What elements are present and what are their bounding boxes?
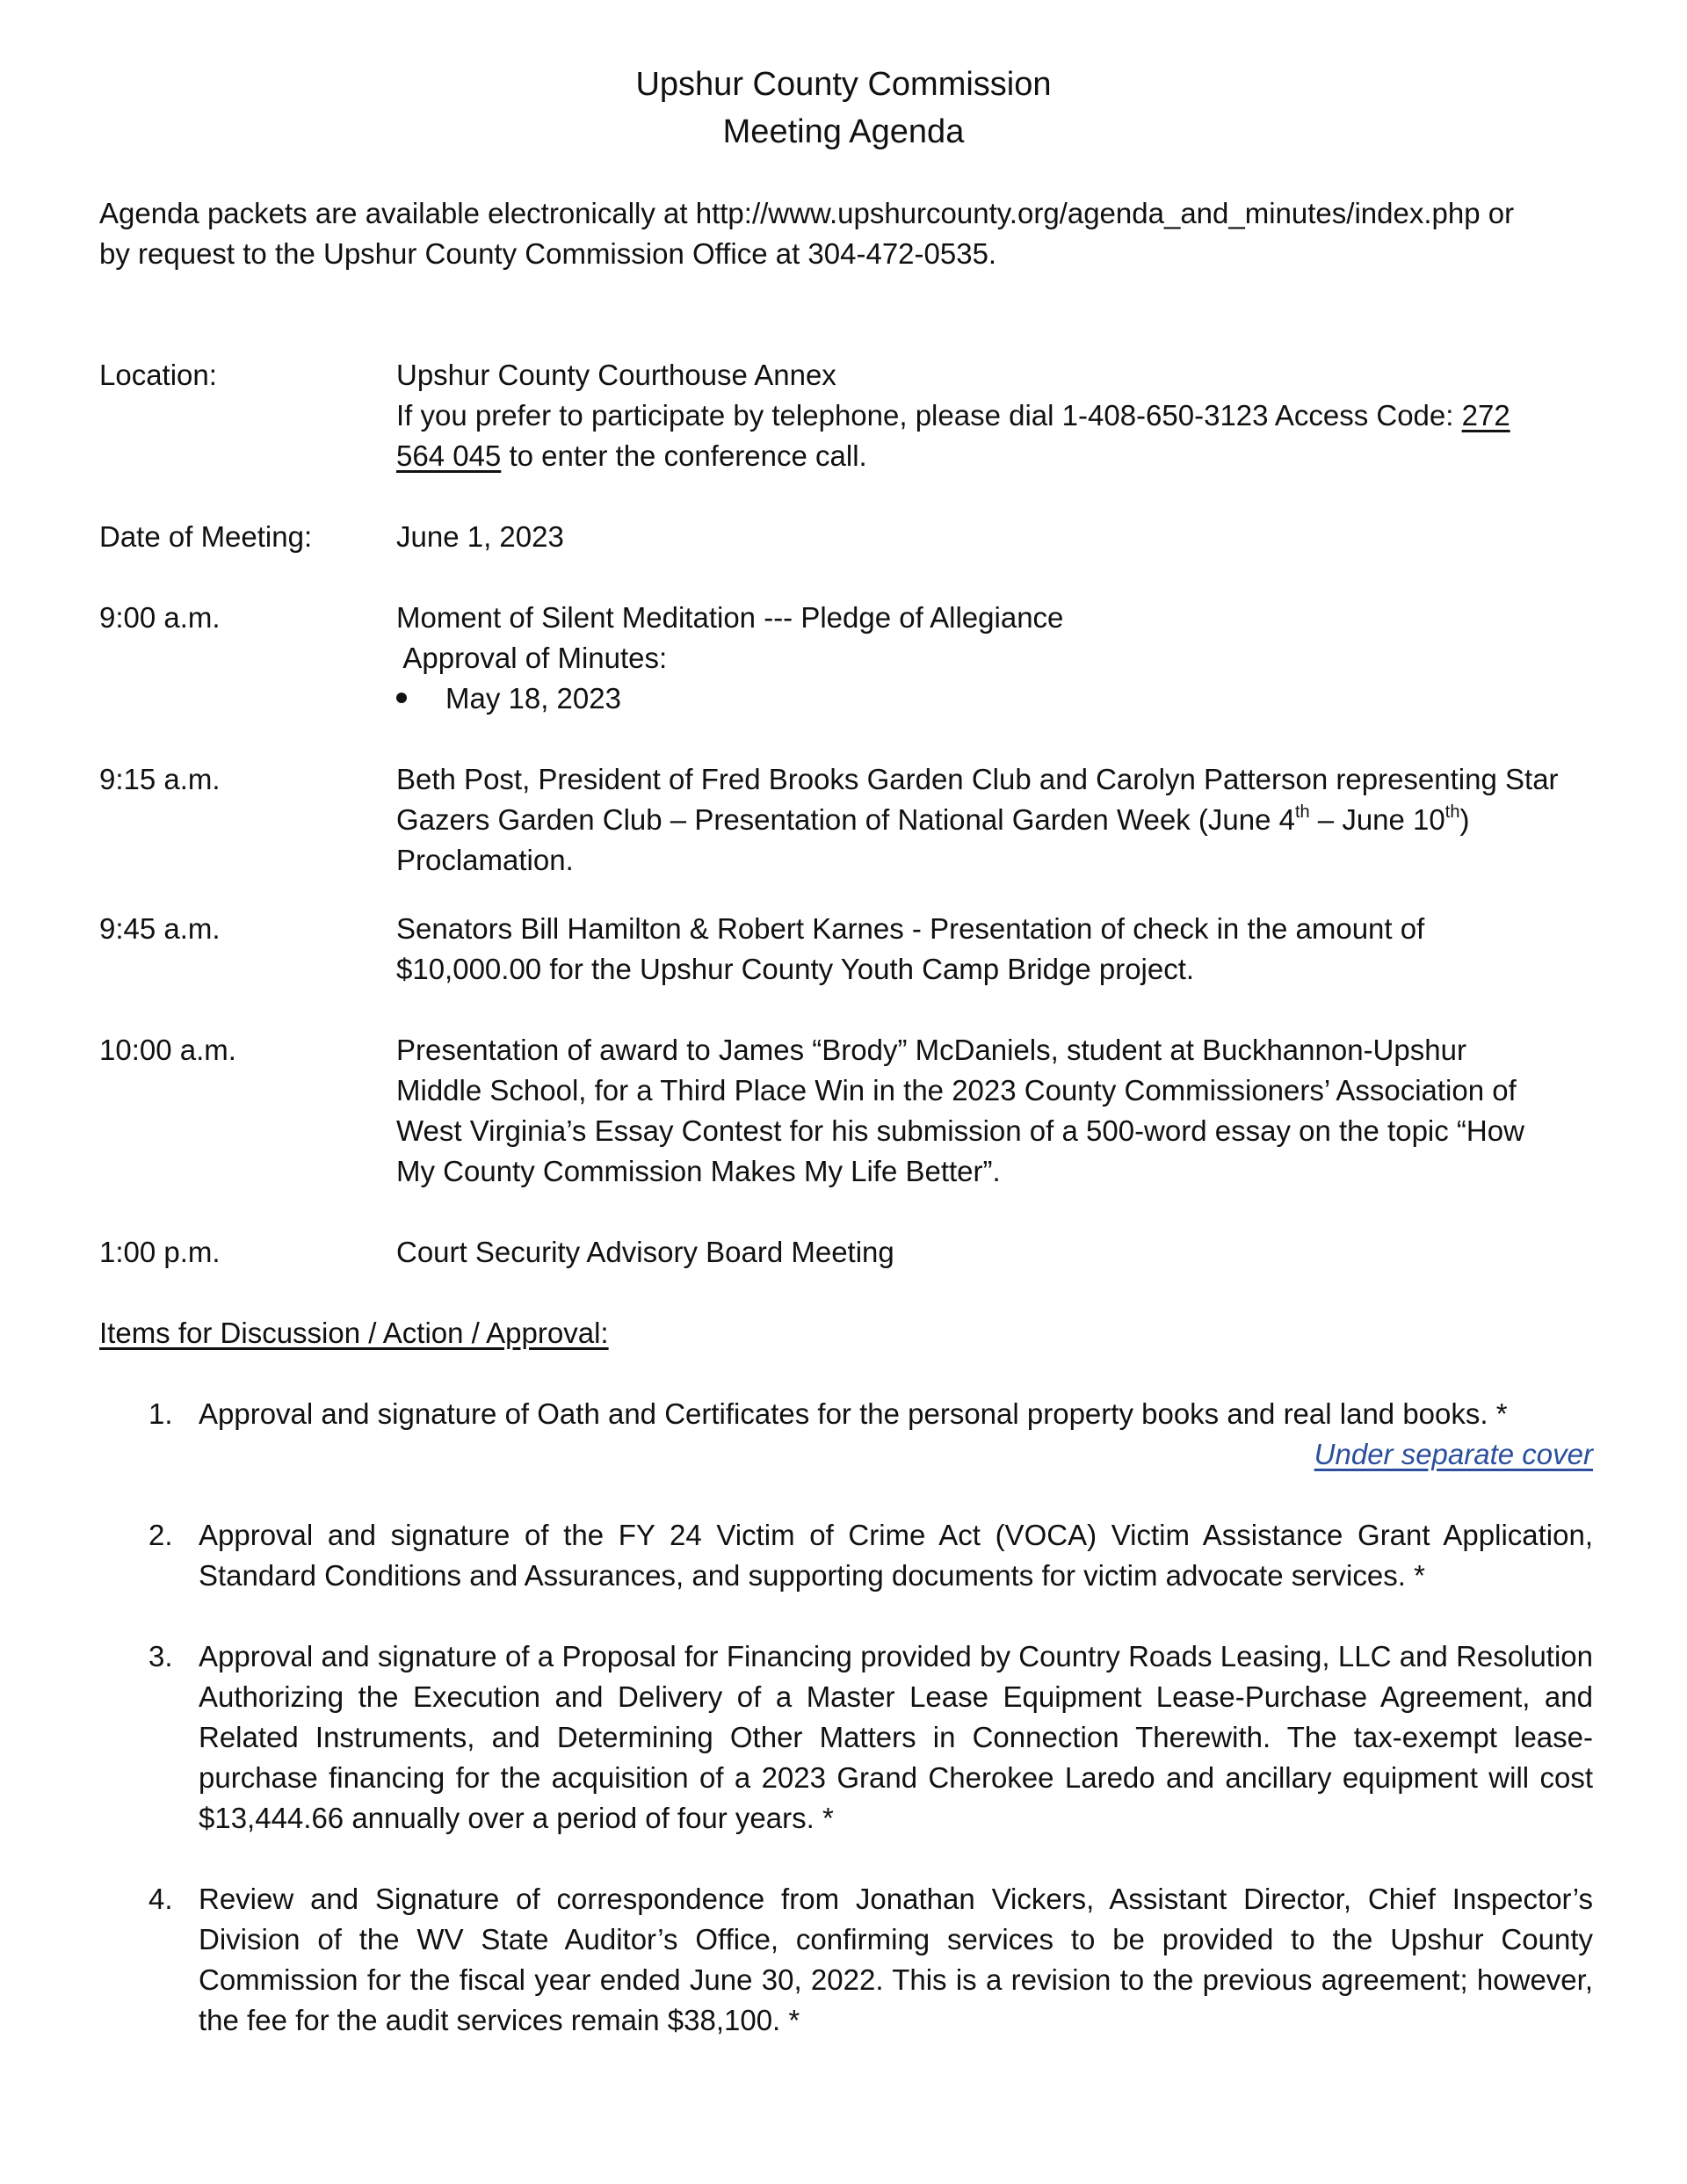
schedule-line: Proclamation. xyxy=(396,844,574,876)
schedule-item xyxy=(396,1030,1591,1192)
bullet-item xyxy=(396,678,1591,719)
bullet-text: May 18, 2023 xyxy=(445,682,621,715)
schedule-item: Court Security Advisory Board Meeting xyxy=(396,1236,894,1268)
location-block xyxy=(396,355,1591,476)
schedule-item xyxy=(396,598,1591,719)
item-text: Review and Signature of correspondence from Jonathan Vickers, Assistant Director, Chief Inspector’s Division of the WV State Auditor’s Office, confirming services to be provided to the Upshur County Commission for the fiscal year ended June 30, 2022. This is a revision to the previous agreement; however, the fee for the audit services remain $38,100. * xyxy=(199,1883,1593,2036)
schedule-item xyxy=(396,759,1591,881)
schedule-line: Senators Bill Hamilton & Robert Karnes - Presentation of check in the amount of xyxy=(396,912,1425,945)
schedule-line: Moment of Silent Meditation --- Pledge of Allegiance xyxy=(396,601,1064,634)
item-content xyxy=(199,1394,1593,1475)
location-venue: Upshur County Courthouse Annex xyxy=(396,359,836,391)
discussion-item xyxy=(99,1515,1593,1596)
schedule-line: West Virginia’s Essay Contest for his submission of a 500-word essay on the topic “How xyxy=(396,1114,1524,1147)
access-code-part-2: 564 045 xyxy=(396,439,502,472)
date-label: Date of Meeting: xyxy=(99,520,313,553)
document-subtitle: Meeting Agenda xyxy=(722,113,965,150)
item-number: 3. xyxy=(148,1640,173,1672)
discussion-item xyxy=(99,1394,1593,1475)
schedule-time: 9:00 a.m. xyxy=(99,601,221,634)
location-label: Location: xyxy=(99,359,217,391)
discussion-item xyxy=(99,1636,1593,1839)
schedule-line: $10,000.00 for the Upshur County Youth Camp Bridge project. xyxy=(396,953,1195,985)
separate-cover-link[interactable]: Under separate cover xyxy=(1314,1438,1593,1470)
schedule-line: Presentation of award to James “Brody” McDaniels, student at Buckhannon-Upshur xyxy=(396,1034,1466,1066)
item-number: 4. xyxy=(148,1883,173,1915)
schedule-time: 9:15 a.m. xyxy=(99,763,221,795)
access-code-part-1: 272 xyxy=(1461,399,1510,432)
phone-instructions-end: to enter the conference call. xyxy=(501,439,867,472)
item-text: Approval and signature of Oath and Certificates for the personal property books and real land books. * xyxy=(199,1397,1508,1430)
schedule-time: 1:00 p.m. xyxy=(99,1236,221,1268)
discussion-heading: Items for Discussion / Action / Approval: xyxy=(99,1317,609,1349)
superscript: th xyxy=(1444,802,1460,822)
location-phone-line-2 xyxy=(396,436,1591,476)
schedule-text: – June 10 xyxy=(1309,803,1445,836)
intro-line-2: by request to the Upshur County Commission Office at 304-472-0535. xyxy=(99,237,997,270)
schedule-item xyxy=(396,909,1591,990)
document-title: Upshur County Commission xyxy=(635,66,1052,103)
superscript: th xyxy=(1294,802,1310,822)
item-number: 2. xyxy=(148,1519,173,1551)
schedule-line: My County Commission Makes My Life Better”. xyxy=(396,1155,1001,1187)
discussion-item xyxy=(99,1879,1593,2041)
schedule-line: Beth Post, President of Fred Brooks Garden Club and Carolyn Patterson representing Star xyxy=(396,763,1559,795)
bullet-icon xyxy=(396,693,407,703)
schedule-line xyxy=(396,800,1591,840)
schedule-text: ) xyxy=(1459,803,1470,836)
intro-line-1: Agenda packets are available electronically at http://www.upshurcounty.org/agenda_and_minutes/index.php or xyxy=(99,197,1515,229)
item-text: Approval and signature of the FY 24 Victim of Crime Act (VOCA) Victim Assistance Grant Application, Standard Conditions and Assurances, and supporting documents for victim advocate services. * xyxy=(199,1519,1593,1592)
item-number: 1. xyxy=(148,1397,173,1430)
date-value: June 1, 2023 xyxy=(396,520,564,553)
schedule-line: Approval of Minutes: xyxy=(396,642,668,674)
phone-instructions: If you prefer to participate by telephone, please dial 1-408-650-3123 Access Code: xyxy=(396,399,1462,432)
schedule-text: Gazers Garden Club – Presentation of National Garden Week (June 4 xyxy=(396,803,1295,836)
location-phone-line xyxy=(396,395,1591,436)
schedule-time: 9:45 a.m. xyxy=(99,912,221,945)
schedule-line: Middle School, for a Third Place Win in the 2023 County Commissioners’ Association of xyxy=(396,1074,1517,1107)
schedule-time: 10:00 a.m. xyxy=(99,1034,236,1066)
item-text: Approval and signature of a Proposal for Financing provided by Country Roads Leasing, LLC and Resolution Authorizing the Execution and Delivery of a Master Lease Equipment Lease-Purchase Agreement, and Related Instruments, and Determining Other Matters in Connection Therewith. The tax-exempt lease-purchase financing for the acquisition of a 2023 Grand Cherokee Laredo and ancillary equipment will cost $13,444.66 annually over a period of four years. * xyxy=(199,1640,1593,1834)
